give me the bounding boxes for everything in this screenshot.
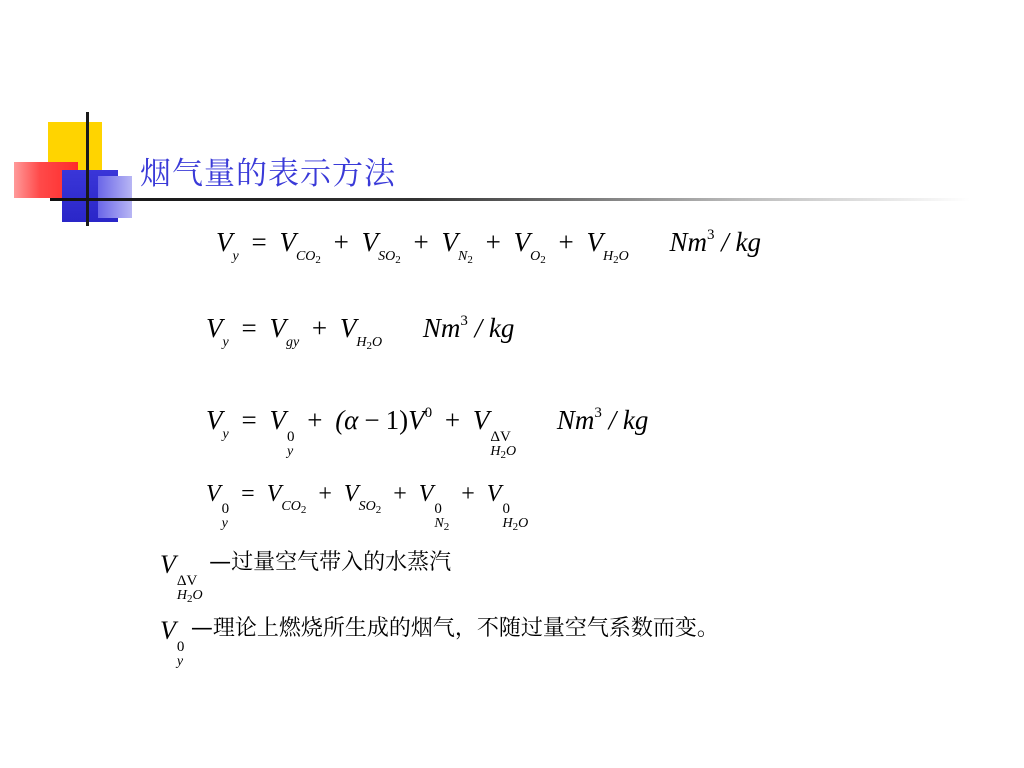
var-v: V xyxy=(486,481,502,507)
unit-text: / kg xyxy=(721,227,761,257)
note-excess-air-vapor xyxy=(160,552,451,605)
subscript-text: O xyxy=(530,249,541,264)
operator: + xyxy=(311,313,328,343)
subscript xyxy=(530,249,546,264)
equation-1 xyxy=(216,228,761,266)
subscript-text: H xyxy=(490,444,501,459)
subscript xyxy=(378,249,401,264)
subscript-num: 2 xyxy=(395,254,401,266)
yellow-square-decoration xyxy=(48,122,102,176)
var-v: V xyxy=(206,405,223,435)
subscript xyxy=(359,499,382,514)
superscript: 0 xyxy=(424,405,433,421)
unit-text: Nm xyxy=(422,313,461,343)
subscript-text: O xyxy=(372,335,383,350)
unit xyxy=(423,313,515,343)
operator: + xyxy=(318,481,332,507)
subscript-num: 2 xyxy=(540,254,546,266)
blue-square-decoration xyxy=(62,170,118,222)
title-underline xyxy=(50,198,970,201)
unit-text: Nm xyxy=(669,227,707,257)
unit xyxy=(557,405,649,435)
subscript-num: 2 xyxy=(613,254,619,266)
var-v: V xyxy=(216,227,233,257)
operator: = xyxy=(241,481,255,507)
unit-exponent: 3 xyxy=(460,313,468,329)
var-v: V xyxy=(269,313,286,343)
sup-sub-stack xyxy=(177,574,203,605)
subscript: y xyxy=(176,654,184,669)
subscript xyxy=(490,445,516,461)
note-text: —理论上燃烧所生成的烟气，不随过量空气系数而变。 xyxy=(190,616,719,641)
sup-sub-stack xyxy=(177,640,185,669)
equation-3 xyxy=(206,406,648,461)
var-v: V xyxy=(586,227,603,257)
symbol-wrap xyxy=(176,616,185,669)
operator: = xyxy=(251,227,267,257)
subscript: y xyxy=(232,249,239,264)
var-v: V xyxy=(441,227,458,257)
subscript: y xyxy=(286,444,294,459)
superscript: ΔV xyxy=(176,573,198,589)
operator: + xyxy=(444,405,461,435)
subscript-num: 2 xyxy=(366,340,373,352)
operator: + xyxy=(307,405,323,435)
subscript-num: 2 xyxy=(500,449,506,461)
blue-gradient-decoration xyxy=(98,176,132,218)
superscript: ΔV xyxy=(490,429,511,445)
var-v: V xyxy=(418,481,434,507)
subscript-num: 2 xyxy=(187,593,193,605)
sup-sub-stack xyxy=(287,430,295,459)
unit-text: Nm xyxy=(556,405,595,435)
unit xyxy=(669,227,761,257)
subscript-text: O xyxy=(192,588,203,603)
var-v: V xyxy=(160,616,176,645)
superscript: 0 xyxy=(502,501,510,517)
unit-text: / kg xyxy=(474,313,515,343)
superscript: 0 xyxy=(221,501,230,517)
unit-exponent: 3 xyxy=(594,405,602,421)
subscript: y xyxy=(222,427,229,442)
operator: + xyxy=(413,227,429,257)
unit-text: / kg xyxy=(608,405,649,435)
subscript xyxy=(603,249,629,264)
subscript xyxy=(296,249,321,264)
subscript-text: H xyxy=(356,335,367,350)
subscript-text: H xyxy=(502,516,513,531)
subscript xyxy=(281,499,306,514)
subscript: y xyxy=(222,335,229,350)
var-v: V xyxy=(266,481,282,507)
subscript-text: CO xyxy=(281,499,301,514)
subscript-text: CO xyxy=(295,249,316,264)
subscript-text: O xyxy=(618,249,629,264)
subscript-text: N xyxy=(458,249,468,264)
operator: = xyxy=(241,405,257,435)
subscript-num: 2 xyxy=(315,254,321,266)
subscript-text: N xyxy=(434,516,444,531)
var-v: V xyxy=(339,313,357,343)
var-v: V xyxy=(206,481,221,507)
vertical-rule xyxy=(86,112,89,226)
subscript: y xyxy=(221,516,228,531)
operator: − xyxy=(364,405,380,435)
subscript-text: H xyxy=(602,249,614,264)
operator: + xyxy=(461,481,475,507)
superscript: 0 xyxy=(434,501,442,517)
subscript xyxy=(502,517,528,533)
var-v: V xyxy=(472,405,490,435)
operator: + xyxy=(393,481,407,507)
sup-sub-stack xyxy=(490,430,516,461)
symbol-wrap xyxy=(176,550,203,605)
operator: = xyxy=(241,313,257,343)
var-v: V xyxy=(160,550,176,579)
one-term: 1) xyxy=(385,405,409,435)
var-v: V xyxy=(343,481,359,507)
operator: + xyxy=(558,227,574,257)
equation-4 xyxy=(206,482,528,533)
var-v: V xyxy=(269,405,286,435)
subscript-text: SO xyxy=(358,499,376,514)
sup-sub-stack xyxy=(434,502,449,533)
sup-sub-stack xyxy=(502,502,528,533)
subscript-text: SO xyxy=(378,249,396,264)
equation-2 xyxy=(206,314,514,352)
subscript xyxy=(177,589,203,605)
subscript-num: 2 xyxy=(512,521,519,533)
subscript: gy xyxy=(285,335,300,350)
subscript-num: 2 xyxy=(300,504,307,516)
subscript-text: O xyxy=(518,516,529,531)
subscript xyxy=(434,517,449,533)
subscript-num: 2 xyxy=(467,254,473,266)
slide-title: 烟气量的表示方法 xyxy=(140,156,396,192)
alpha-term: (α xyxy=(335,405,359,435)
subscript xyxy=(458,249,473,264)
var-v: V xyxy=(279,227,296,257)
subscript-text: H xyxy=(176,588,188,603)
red-bar-decoration xyxy=(14,162,78,198)
var-v: V xyxy=(206,313,223,343)
var-v: V xyxy=(513,227,531,257)
note-text: —过量空气带入的水蒸汽 xyxy=(209,550,452,575)
var-v: V xyxy=(361,227,379,257)
superscript: 0 xyxy=(286,429,295,445)
var-v: V xyxy=(408,405,425,435)
subscript-num: 2 xyxy=(443,521,450,533)
unit-exponent: 3 xyxy=(706,227,715,243)
sup-sub-stack xyxy=(222,502,230,531)
subscript xyxy=(356,335,382,350)
operator: + xyxy=(485,227,501,257)
superscript: 0 xyxy=(176,639,185,655)
subscript-text: O xyxy=(505,444,517,459)
subscript-num: 2 xyxy=(375,504,382,516)
operator: + xyxy=(333,227,349,257)
note-theoretical-flue-gas xyxy=(160,618,719,669)
